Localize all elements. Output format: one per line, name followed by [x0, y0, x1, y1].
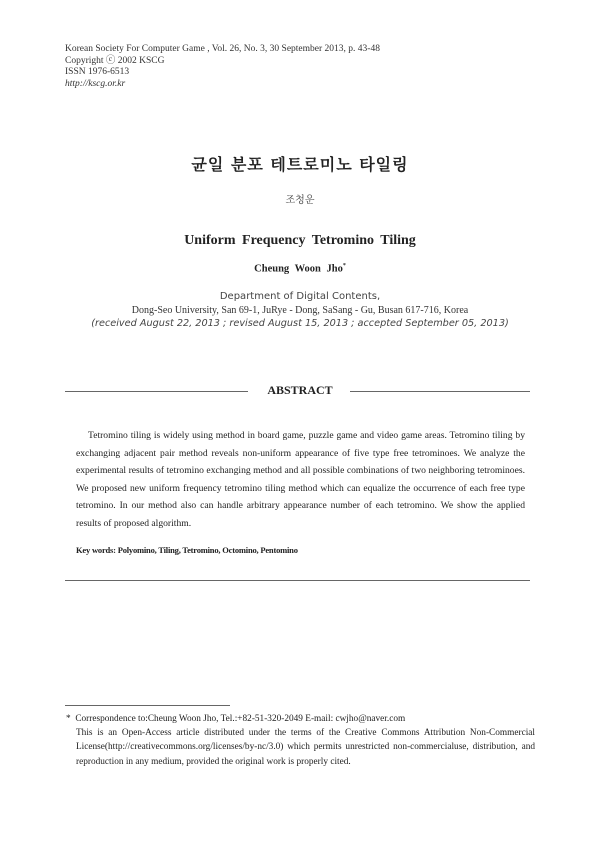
korean-author: 조청운: [285, 195, 315, 206]
english-author: [0, 263, 600, 275]
author-marker: *: [342, 263, 346, 269]
footnote-rule: [65, 705, 230, 706]
keywords: Key words: Polyomino, Tiling, Tetromino, Octomino, Pentomino: [76, 545, 298, 555]
submission-dates: (received August 22, 2013 ; revised August 15, 2013 ; accepted September 05, 2013): [91, 318, 509, 329]
korean-title: 균일 분포 테트로미노 타일링: [191, 155, 409, 174]
license-text: This is an Open-Access article distributed under the terms of the Creative Commons Attribution Non-Commercial License(http://creativecommons.org/licenses/by-nc/3.0) which permits unrestricted non-commercialuse, distribution, and reproduction in any medium, provided the original work is properly cited.: [76, 728, 535, 767]
journal-header: [65, 44, 380, 90]
keywords-rule: [65, 580, 530, 581]
footnote: [66, 712, 535, 769]
department: Department of Digital Contents,: [219, 291, 381, 302]
issn-line: ISSN 1976-6513: [65, 67, 130, 77]
footnote-marker: *: [66, 714, 71, 724]
correspondence-text: Correspondence to:Cheung Woon Jho, Tel.:+82-51-320-2049 E-mail: cwjho@naver.com: [75, 714, 406, 724]
author-name: Cheung Woon Jho: [254, 263, 343, 275]
abstract-body: Tetromino tiling is widely using method in board game, puzzle game and video game areas. Tetromino tiling by exchanging adjacent pair method reveals non-uniform appearance of five type free tetrominoes. We analyze the experimental results of tetromino exchanging method and all possible combinations of two neighboring tetrominoes. We proposed new uniform frequency tetromino tiling method which can equalize the occurrence of each free type tetromino. In our method also can handle arbitrary appearance number of each tetromino. We show the applied results of proposed algorithm.: [76, 430, 525, 529]
university-address: Dong-Seo University, San 69-1, JuRye - Dong, SaSang - Gu, Busan 617-716, Korea: [131, 305, 469, 316]
english-title: Uniform Frequency Tetromino Tiling: [184, 233, 416, 248]
abstract-rule-right: [350, 391, 530, 392]
journal-url: http://kscg.or.kr: [65, 78, 126, 89]
copyright-line: Copyright ⓒ 2002 KSCG: [65, 55, 165, 66]
abstract-heading: ABSTRACT: [267, 383, 333, 397]
correspondence-line: [66, 712, 535, 726]
journal-line: Korean Society For Computer Game , Vol. 26, No. 3, 30 September 2013, p. 43-48: [65, 44, 380, 54]
